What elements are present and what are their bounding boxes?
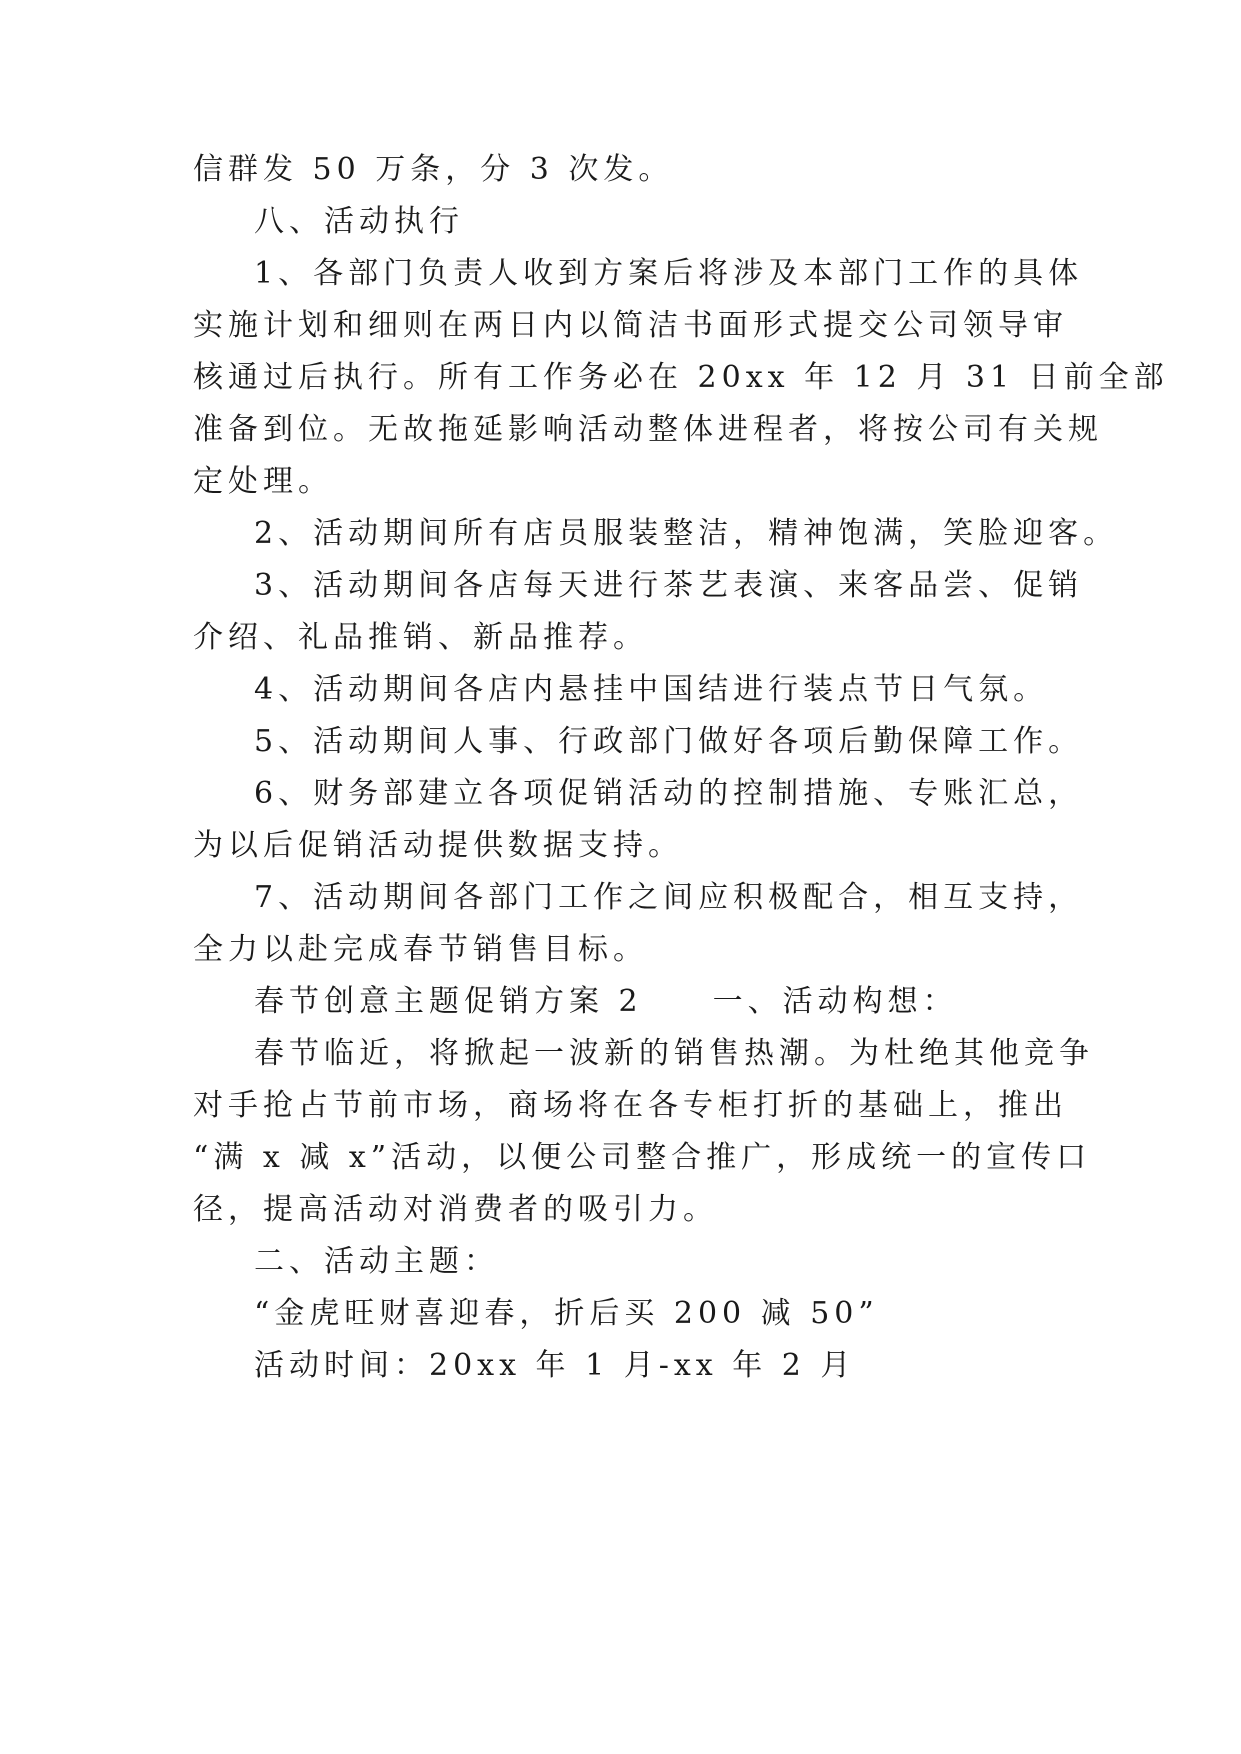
text-line: 径，提高活动对消费者的吸引力。	[193, 1192, 718, 1227]
text-line: 1、各部门负责人收到方案后将涉及本部门工作的具体	[254, 256, 1084, 291]
text-line: 实施计划和细则在两日内以简洁书面形式提交公司领导审	[193, 308, 1068, 343]
text-line: 6、财务部建立各项促销活动的控制措施、专账汇总，	[254, 776, 1084, 811]
section-heading: 春节创意主题促销方案 2 一、活动构想：	[254, 984, 958, 1019]
text-line: 对手抢占节前市场，商场将在各专柜打折的基础上，推出	[193, 1088, 1068, 1123]
text-line: 全力以赴完成春节销售目标。	[193, 932, 648, 967]
text-line: 7、活动期间各部门工作之间应积极配合，相互支持，	[254, 880, 1084, 915]
text-line: 信群发 50 万条，分 3 次发。	[193, 152, 674, 187]
text-line: 核通过后执行。所有工作务必在 20xx 年 12 月 31 日前全部	[193, 360, 1169, 395]
text-line: 4、活动期间各店内悬挂中国结进行装点节日气氛。	[254, 672, 1049, 707]
text-line: 2、活动期间所有店员服装整洁，精神饱满，笑脸迎客。	[254, 516, 1119, 551]
text-line: 5、活动期间人事、行政部门做好各项后勤保障工作。	[254, 724, 1084, 759]
text-line: “金虎旺财喜迎春，折后买 200 减 50”	[254, 1296, 879, 1331]
text-line: 春节临近，将掀起一波新的销售热潮。为杜绝其他竞争	[254, 1036, 1094, 1071]
text-line: 活动时间：20xx 年 1 月-xx 年 2 月	[254, 1348, 856, 1383]
text-line: “满 x 减 x”活动，以便公司整合推广，形成统一的宣传口	[193, 1140, 1092, 1175]
text-line: 介绍、礼品推销、新品推荐。	[193, 620, 648, 655]
text-line: 定处理。	[193, 464, 333, 499]
text-line: 3、活动期间各店每天进行茶艺表演、来客品尝、促销	[254, 568, 1084, 603]
section-heading: 二、活动主题：	[254, 1244, 499, 1279]
text-line: 为以后促销活动提供数据支持。	[193, 828, 683, 863]
section-heading: 八、活动执行	[254, 204, 464, 239]
text-line: 准备到位。无故拖延影响活动整体进程者，将按公司有关规	[193, 412, 1103, 447]
